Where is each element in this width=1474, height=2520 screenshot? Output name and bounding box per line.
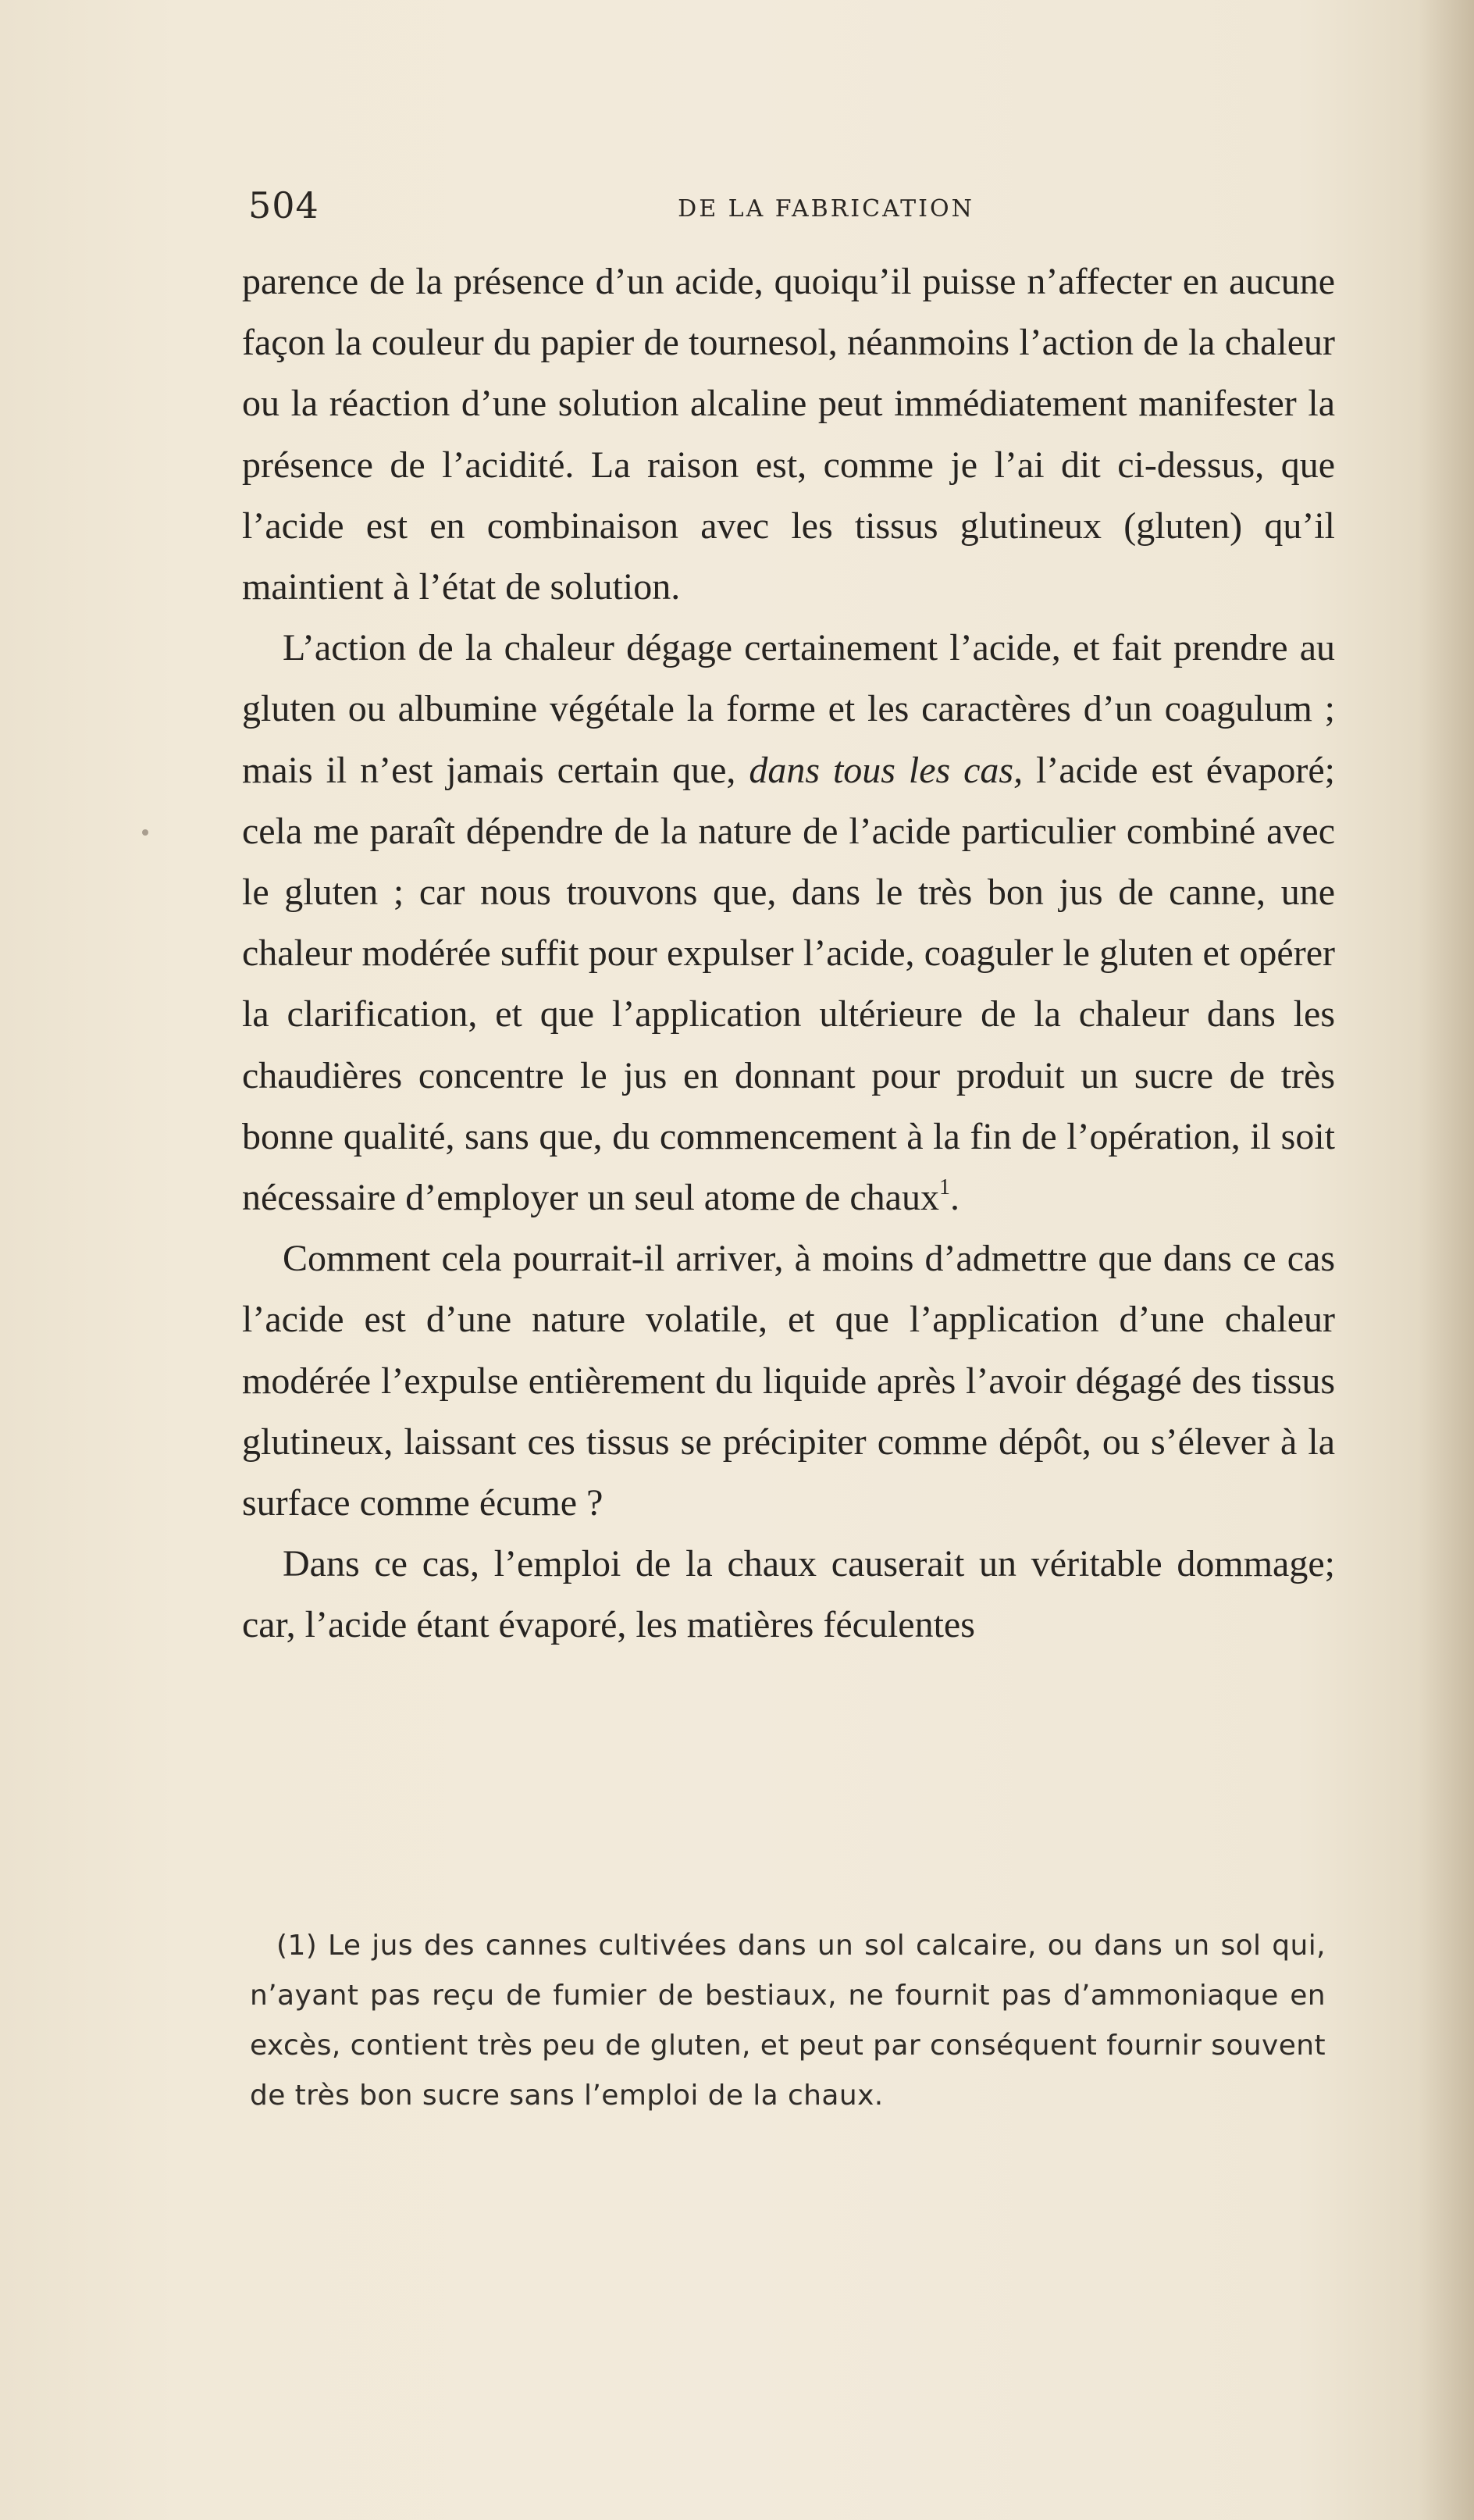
paragraph-text: Comment cela pourrait-il arriver, à moins d’admettre que dans ce cas l’acide est d’une nature volatile, et que l’application d’une chaleur modérée l’expulse entièrement du liquide après l’avoir dégagé des tissus glutineux, laissant ces tissus se précipiter comme dépôt, ou s’élever à la surface comme écume ? bbox=[242, 1238, 1335, 1524]
paragraph-text: parence de la présence d’un acide, quoiqu’il puisse n’affecter en aucune façon la couleur du papier de tournesol, néanmoins l’action de la chaleur ou la réaction d’une solution alcaline peut immédiatement manifester la présence de l’acidité. La raison est, comme je l’ai dit ci-dessus, que l’acide est en combinaison avec les tissus glutineux (gluten) qu’il maintient à l’état de solution. bbox=[242, 261, 1335, 608]
paragraph-text: L’action de la chaleur dégage certainement l’acide, et fait prendre au gluten ou albumine végétale la forme et les caractères d’un coagulum ; mais il n’est jamais certain que, bbox=[242, 627, 1335, 791]
paper-blemish bbox=[142, 829, 148, 836]
paragraph bbox=[242, 1534, 1335, 1656]
running-head: DE LA FABRICATION bbox=[678, 195, 974, 223]
paragraph bbox=[242, 618, 1335, 1228]
footnote bbox=[250, 1921, 1326, 2121]
footnote-text: (1) Le jus des cannes cultivées dans un sol calcaire, ou dans un sol qui, n’ayant pas reçu de fumier de bestiaux, ne fournit pas d’ammoniaque en excès, contient très peu de gluten, et peut par conséquent fournir souvent de très bon sucre sans l’emploi de la chaux. bbox=[250, 1930, 1326, 2112]
paragraph-text: l’acide est évaporé; cela me paraît dépendre de la nature de l’acide particulier combiné avec le gluten ; car nous trouvons que, dans le très bon jus de canne, une chaleur modérée suffit pour expulser l’acide, coaguler le gluten et opérer la clarification, et que l’application ultérieure de la chaleur dans les chaudières concentre le jus en donnant pour produit un sucre de très bonne qualité, sans que, du commencement à la fin de l’opération, il soit nécessaire d’employer un seul atome de chaux bbox=[242, 749, 1335, 1219]
italic-phrase: dans tous les cas, bbox=[749, 749, 1024, 791]
paragraph-text: . bbox=[949, 1177, 960, 1219]
paragraph bbox=[242, 251, 1335, 618]
page-header bbox=[248, 184, 1341, 231]
paragraph-text: Dans ce cas, l’emploi de la chaux causerait un véritable dommage; car, l’acide étant évaporé, les matières féculentes bbox=[242, 1543, 1335, 1646]
footnote-reference[interactable]: 1 bbox=[938, 1175, 950, 1200]
page-number: 504 bbox=[248, 184, 319, 226]
paragraph bbox=[242, 1228, 1335, 1534]
page-edge-shadow bbox=[1419, 0, 1474, 2520]
body-text bbox=[242, 251, 1335, 1656]
